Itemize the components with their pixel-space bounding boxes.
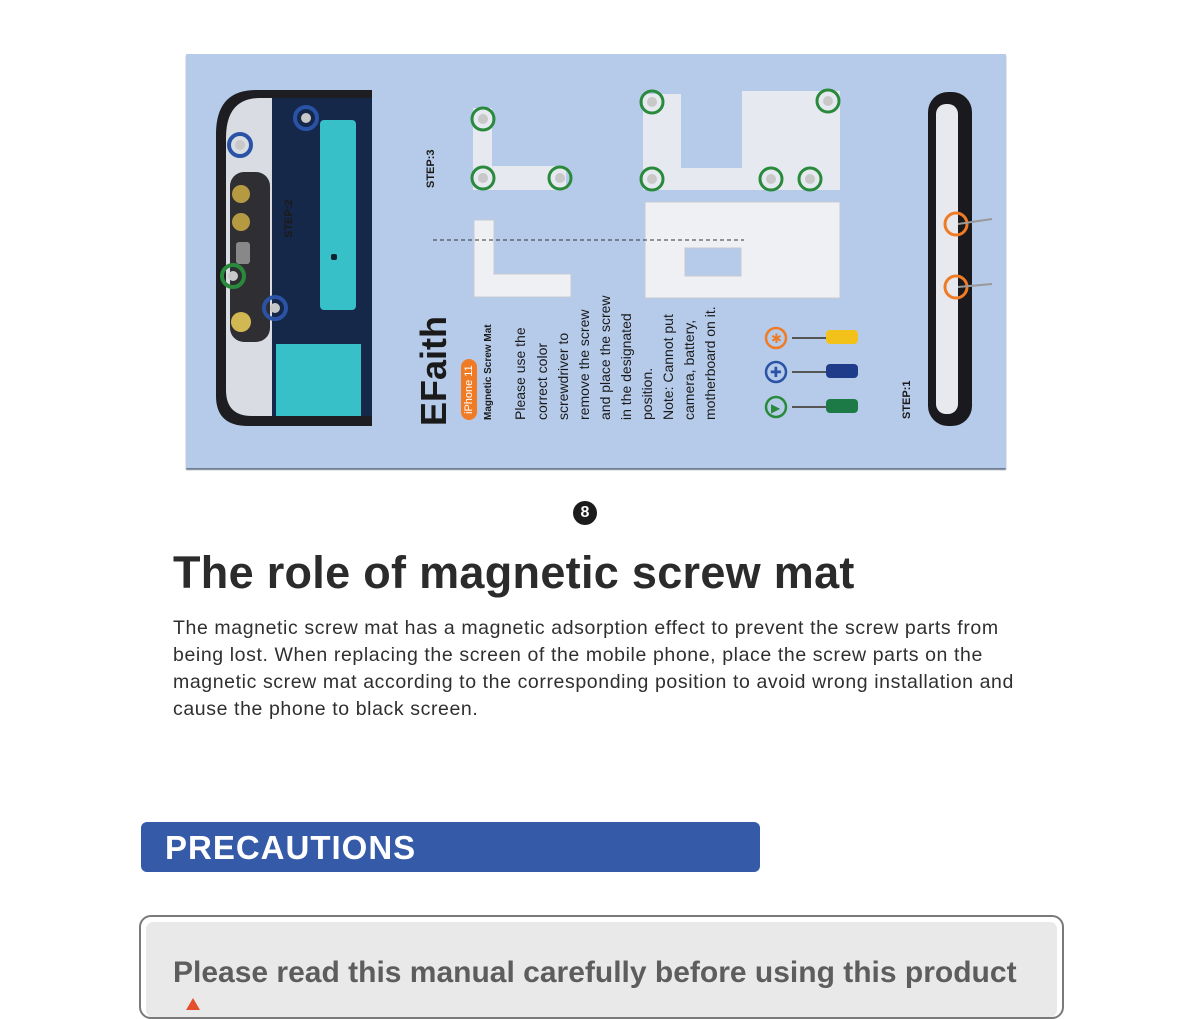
section-description: The magnetic screw mat has a magnetic adsorption effect to prevent the screw parts from being lost. When replacing the screen of the mobile phone, place the screw parts on the magnetic screw mat according to the corresponding position to avoid wrong installation and cause the phone to black screen.	[173, 617, 1014, 720]
bracket-outlines	[473, 91, 840, 190]
instruction-line: motherboard on it.	[702, 306, 718, 420]
manual-notice-text: Please read this manual carefully before using this product	[173, 956, 1017, 989]
svg-text:✱: ✱	[771, 332, 782, 347]
instruction-line: position.	[639, 367, 655, 420]
step3-label: STEP:3	[425, 149, 437, 188]
precautions-banner	[141, 822, 760, 872]
manual-notice-panel	[146, 922, 1057, 1017]
bracket-plates	[474, 202, 840, 298]
svg-text:✚: ✚	[770, 365, 782, 381]
product-name: Magnetic Screw Mat	[483, 324, 494, 420]
screw-mat-illustration	[186, 54, 1006, 468]
instruction-line: Please use the	[512, 327, 528, 420]
instruction-line: Note: Cannot put	[660, 314, 676, 420]
instruction-line: in the designated	[618, 313, 634, 420]
model-badge: iPhone 11	[461, 359, 477, 420]
instruction-line: remove the screw	[576, 309, 592, 420]
instruction-line: and place the screw	[597, 295, 613, 420]
instruction-line: camera, battery,	[681, 319, 697, 420]
brand-logo: EFaith	[413, 315, 454, 426]
svg-text:▶: ▶	[771, 401, 781, 415]
instruction-line: screwdriver to	[555, 332, 571, 420]
step2-label: STEP:2	[283, 199, 295, 238]
instruction-line: correct color	[534, 342, 550, 420]
section-title: The role of magnetic screw mat	[173, 547, 855, 598]
screw-mat-image	[186, 54, 1006, 468]
step-number-badge: 8	[573, 501, 597, 525]
screwdriver-legend	[766, 328, 858, 417]
precautions-heading: PRECAUTIONS	[165, 829, 417, 866]
speaker-bracket-illustration	[928, 92, 992, 426]
step1-label: STEP:1	[901, 380, 913, 419]
manual-notice-box	[139, 915, 1064, 1019]
